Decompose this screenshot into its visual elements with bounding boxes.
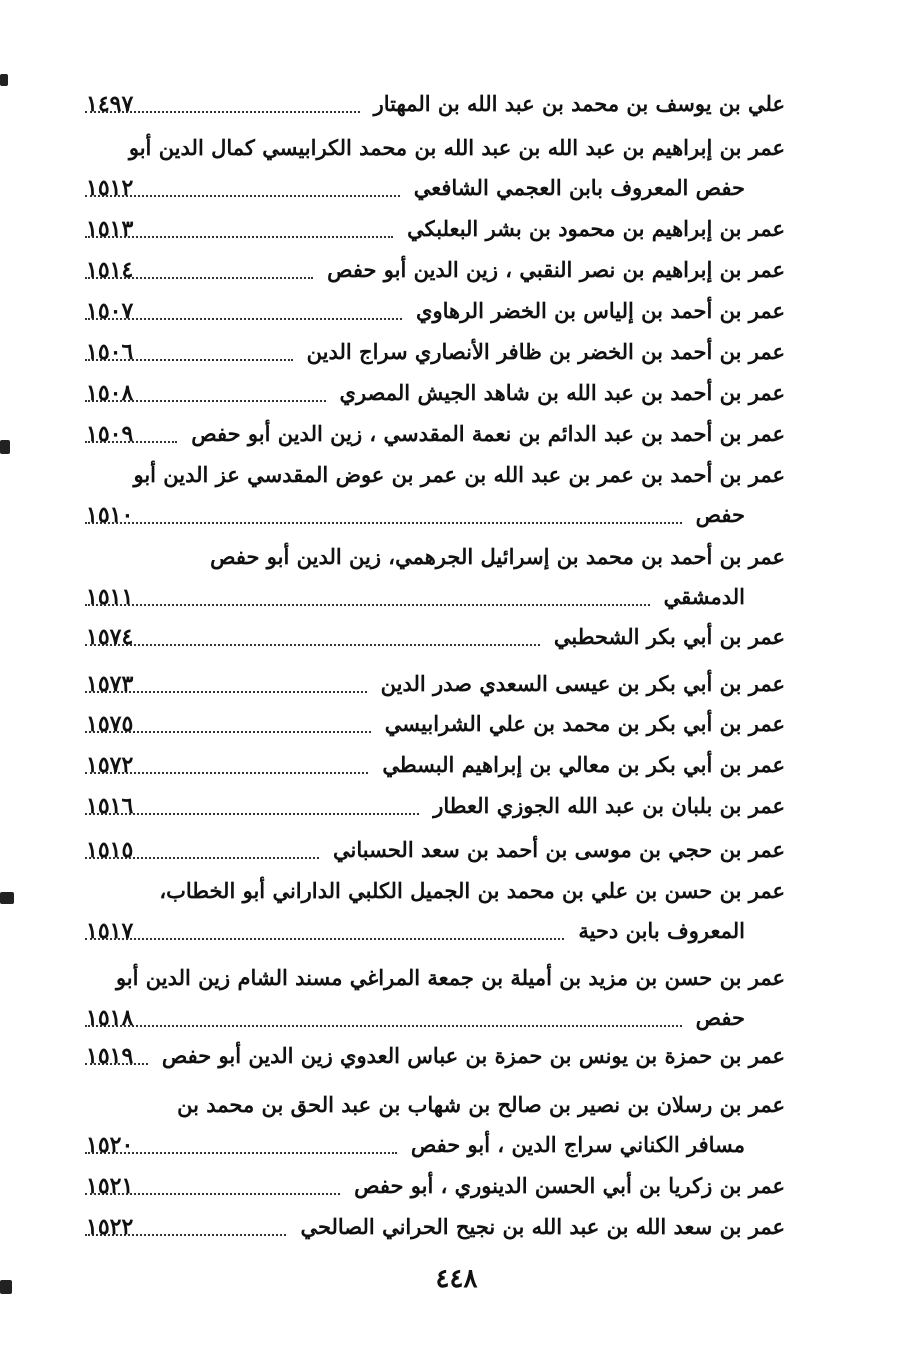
leader-dots (85, 937, 564, 940)
entry-number: ١٥٠٩ (86, 421, 134, 447)
entry-number: ١٥٢٢ (86, 1214, 134, 1240)
entry-line (85, 911, 745, 951)
entry-name: عمر بن أحمد بن عبد الله بن شاهد الجيش المصري (339, 380, 785, 405)
entry-number: ١٥٢١ (86, 1173, 134, 1199)
entry-name: عمر بن إبراهيم بن محمود بن بشر البعلبكي (407, 216, 785, 241)
entry-number: ١٥١٨ (86, 1005, 134, 1031)
page-number: ٤٤٨ (435, 1264, 478, 1294)
entry-name: عمر بن أحمد بن عمر بن عبد الله بن عمر بن عوض المقدسي عز الدين أبو (133, 462, 785, 487)
entry-line (85, 664, 785, 704)
entry-name-continued: حفص (695, 502, 745, 527)
entry-name: عمر بن زكريا بن أبي الحسن الدينوري ، أبو حفص (354, 1173, 785, 1198)
entry-name-continued: حفص (695, 1005, 745, 1030)
entry-name: عمر بن أبي بكر بن معالي بن إبراهيم البسطي (382, 752, 785, 777)
entry-number: ١٥١٧ (86, 918, 134, 944)
entry-line (85, 250, 785, 290)
entry-line (85, 786, 785, 826)
entry-line (85, 332, 785, 372)
entry-line (85, 537, 785, 577)
entry-line (85, 871, 785, 911)
entry-number: ١٥٠٦ (86, 339, 134, 365)
entry-line (85, 745, 785, 785)
entry-number: ١٥٧٢ (86, 752, 134, 778)
entry-line (85, 414, 785, 454)
scan-mark (0, 440, 10, 454)
entry-number: ١٥١٥ (86, 837, 134, 863)
leader-dots (85, 603, 650, 606)
entry-name-continued: حفص المعروف بابن العجمي الشافعي (413, 175, 745, 200)
entry-line (85, 168, 745, 208)
entry-number: ١٥٠٨ (86, 380, 134, 406)
entry-name: عمر بن رسلان بن نصير بن صالح بن شهاب بن عبد الحق بن محمد بن (177, 1092, 785, 1117)
entry-name: عمر بن حمزة بن يونس بن حمزة بن عباس العدوي زين الدين أبو حفص (161, 1043, 785, 1068)
entry-line (85, 84, 785, 124)
entry-name: عمر بن حسن بن علي بن محمد بن الجميل الكلبي الداراني أبو الخطاب، (159, 878, 785, 903)
entry-number: ١٥١١ (86, 584, 134, 610)
entry-line (85, 455, 785, 495)
entry-number: ١٥١٩ (86, 1043, 134, 1069)
entry-number: ١٥٧٥ (86, 711, 134, 737)
entry-name-continued: مسافر الكناني سراج الدين ، أبو حفص (410, 1132, 745, 1157)
entry-name-continued: الدمشقي (663, 584, 745, 609)
entry-number: ١٥١٠ (86, 502, 134, 528)
entry-line (85, 577, 745, 617)
entry-name: علي بن يوسف بن محمد بن عبد الله بن المهتار (373, 91, 785, 116)
entry-number: ١٥١٤ (86, 257, 134, 283)
entry-name: عمر بن أحمد بن محمد بن إسرائيل الجرهمي، زين الدين أبو حفص (210, 544, 785, 569)
entry-number: ١٥٠٧ (86, 298, 134, 324)
scan-mark (0, 74, 8, 86)
entry-name: عمر بن سعد الله بن عبد الله بن نجيح الحراني الصالحي (300, 1214, 785, 1239)
entry-line (85, 1085, 785, 1125)
entry-line (85, 291, 785, 331)
entry-line (85, 958, 785, 998)
entry-line (85, 373, 785, 413)
entry-line (85, 830, 785, 870)
entry-name: عمر بن أبي بكر بن عيسى السعدي صدر الدين (380, 671, 785, 696)
entry-name: عمر بن حسن بن مزيد بن أميلة بن جمعة المراغي مسند الشام زين الدين أبو (115, 965, 785, 990)
entry-name: عمر بن أحمد بن الخضر بن ظافر الأنصاري سراج الدين (306, 339, 785, 364)
entry-line (85, 1166, 785, 1206)
entry-name: عمر بن أحمد بن عبد الدائم بن نعمة المقدسي ، زين الدين أبو حفص (191, 421, 785, 446)
leader-dots (85, 521, 682, 524)
entry-line (85, 128, 785, 168)
entry-line (85, 1125, 745, 1165)
entry-name: عمر بن بلبان بن عبد الله الجوزي العطار (433, 793, 785, 818)
entry-name: عمر بن إبراهيم بن عبد الله بن عبد الله بن محمد الكرابيسي كمال الدين أبو (128, 135, 785, 160)
entry-name: عمر بن أبي بكر الشحطبي (553, 624, 785, 649)
entry-name: عمر بن إبراهيم بن نصر النقبي ، زين الدين أبو حفص (327, 257, 785, 282)
scan-mark (0, 892, 14, 904)
entry-number: ١٥١٦ (86, 793, 134, 819)
entry-number: ١٥٢٠ (86, 1132, 134, 1158)
leader-dots (85, 1024, 682, 1027)
entry-line (85, 1036, 785, 1076)
entry-line (85, 495, 745, 535)
entry-line (85, 704, 785, 744)
entry-name-continued: المعروف بابن دحية (578, 918, 745, 943)
entry-number: ١٤٩٧ (86, 91, 134, 117)
entry-line (85, 998, 745, 1038)
entry-name: عمر بن أحمد بن إلياس بن الخضر الرهاوي (416, 298, 785, 323)
leader-dots (85, 643, 540, 646)
entry-number: ١٥١٢ (86, 175, 134, 201)
entry-number: ١٥٧٤ (86, 624, 134, 650)
entry-line (85, 617, 785, 657)
entry-name: عمر بن حجي بن موسى بن أحمد بن سعد الحسباني (333, 837, 785, 862)
entry-line (85, 1207, 785, 1247)
entry-number: ١٥١٣ (86, 216, 134, 242)
entry-name: عمر بن أبي بكر بن محمد بن علي الشرابيسي (384, 711, 785, 736)
entry-line (85, 209, 785, 249)
entry-number: ١٥٧٣ (86, 671, 134, 697)
